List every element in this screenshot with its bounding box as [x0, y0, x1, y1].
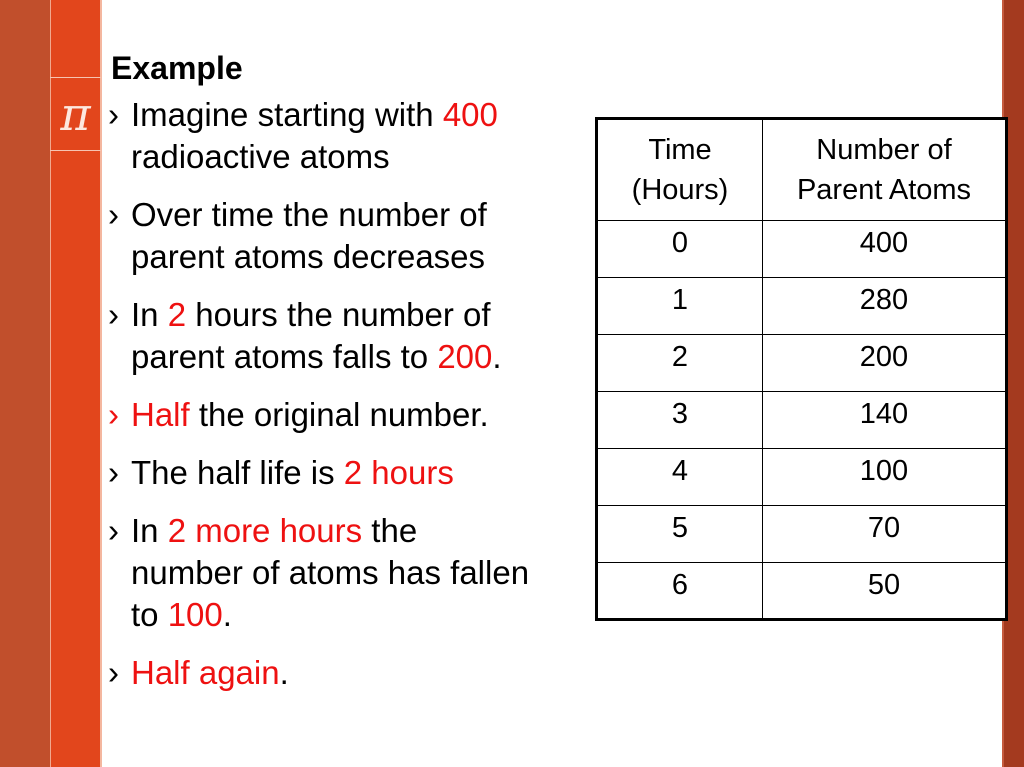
highlight-text: Half: [131, 396, 190, 433]
bullet-marker: ›: [108, 96, 119, 133]
bullet-item: › Half again.: [108, 652, 628, 694]
bullet-item: › In 2 more hours the number of atoms has fallen to 100.: [108, 512, 530, 633]
half-life-table: [595, 117, 1008, 621]
highlight-text: 2 more hours: [167, 512, 363, 549]
bullet-item: › Imagine starting with 400 radioactive atoms: [108, 96, 498, 175]
atoms-cell: 50: [763, 563, 1007, 620]
bullet-item: › Over time the number of parent atoms decreases: [108, 196, 487, 275]
atoms-cell: 140: [763, 392, 1007, 449]
column-header-parent-atoms: Number of Parent Atoms: [763, 119, 1007, 221]
time-cell: 0: [597, 221, 763, 278]
time-cell: 3: [597, 392, 763, 449]
pi-icon-box: [50, 77, 101, 151]
time-cell: 4: [597, 449, 763, 506]
bullet-marker: ›: [108, 296, 119, 333]
table-header-row: [597, 119, 1007, 221]
table-row: [597, 449, 1007, 506]
bullet-marker: ›: [108, 654, 119, 691]
atoms-cell: 400: [763, 221, 1007, 278]
table-row: [597, 392, 1007, 449]
table-row: [597, 563, 1007, 620]
bullet-item: › In 2 hours the number of parent atoms falls to 200.: [108, 296, 502, 375]
table-row: [597, 278, 1007, 335]
column-header-time: Time (Hours): [597, 119, 763, 221]
bullet-marker: ›: [108, 512, 119, 549]
atoms-cell: 100: [763, 449, 1007, 506]
time-cell: 1: [597, 278, 763, 335]
atoms-cell: 280: [763, 278, 1007, 335]
highlight-text: 2: [167, 296, 187, 333]
time-cell: 2: [597, 335, 763, 392]
bullet-item: › Half the original number.: [108, 394, 628, 436]
table-row: [597, 221, 1007, 278]
highlight-text: Half again: [131, 654, 280, 691]
left-decorative-bar: [0, 0, 50, 767]
table-row: [597, 335, 1007, 392]
highlight-text: 400: [442, 96, 498, 133]
time-cell: 5: [597, 506, 763, 563]
highlight-text: 200: [437, 338, 493, 375]
atoms-cell: 200: [763, 335, 1007, 392]
highlight-text: 100: [167, 596, 223, 633]
atoms-cell: 70: [763, 506, 1007, 563]
pi-icon: π: [60, 87, 91, 141]
highlight-text: 2 hours: [343, 454, 454, 491]
bullet-marker: ›: [108, 196, 119, 233]
bullet-item: › The half life is 2 hours: [108, 452, 628, 494]
table-row: [597, 506, 1007, 563]
bullet-marker: ›: [108, 454, 119, 491]
slide-content: [108, 48, 628, 710]
slide-heading: Example: [111, 50, 243, 86]
time-cell: 6: [597, 563, 763, 620]
bullet-marker: ›: [108, 396, 119, 433]
